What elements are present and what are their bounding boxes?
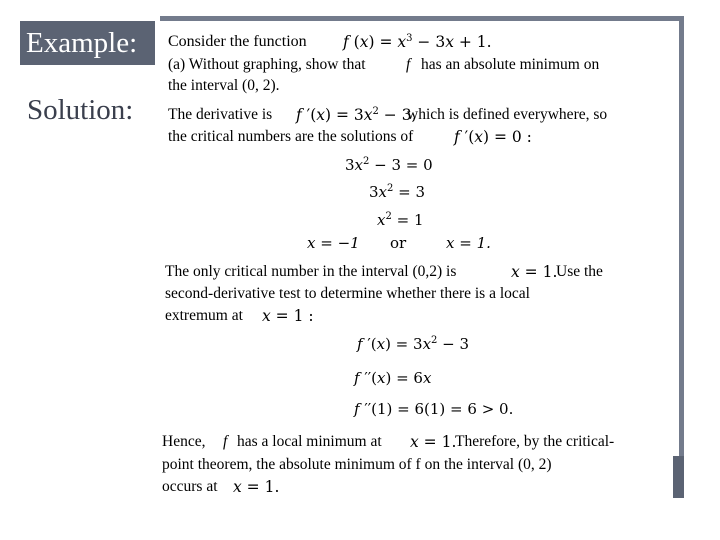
part-a-line2: the interval (0, 2). xyxy=(168,77,280,94)
crit-text-line1: The only critical number in the interval (0,2) is xyxy=(165,263,457,280)
example-label-box xyxy=(20,21,155,65)
crit-text-line2: second-derivative test to determine whether there is a local xyxy=(165,285,530,302)
second-deriv-step1: f $'(x) = 3x^2 - 3$ xyxy=(357,335,470,353)
hence-prefix: Hence, xyxy=(162,433,206,450)
equation-step3: $x^2 = 1$ xyxy=(377,211,424,229)
second-deriv-step3: f ′′(1) = 6(1) = 6 > 0. xyxy=(354,400,514,418)
part-a-line1: (a) Without graphing, show that xyxy=(168,56,366,73)
frame-top-border xyxy=(160,16,684,21)
equation-step2: $3x^2 = 3$ xyxy=(369,183,426,201)
equation-step1: $3x^2 - 3 = 0$ xyxy=(345,156,433,174)
extremum-point: x = 1 : xyxy=(262,307,314,325)
crit-value: x = 1. xyxy=(511,263,558,281)
hence-end: Therefore, by the critical- xyxy=(455,433,615,450)
derivative-expression: f $'(x) = 3x^2 - 3$, xyxy=(296,106,417,124)
hence-line2: point theorem, the absolute minimum of f on the interval (0, 2) xyxy=(162,456,552,473)
crit-text-line3: extremum at xyxy=(165,307,243,324)
local-min-point: x = 1. xyxy=(410,433,457,451)
second-deriv-step2: f ′′(x) = 6x xyxy=(354,369,432,387)
hence-line3: occurs at xyxy=(162,478,218,495)
critical-line: the critical numbers are the solutions of xyxy=(168,128,414,145)
example-intro: Consider the function xyxy=(168,33,307,50)
derivative-suffix: which is defined everywhere, so xyxy=(407,106,608,123)
frame-right-accent xyxy=(673,456,684,498)
derivative-prefix: The derivative is xyxy=(168,106,273,123)
part-a-line1-end: has an absolute minimum on xyxy=(421,56,600,73)
frame-right-border xyxy=(679,16,684,456)
critical-equation: f ′(x) = 0 : xyxy=(454,128,532,146)
equation-or: or xyxy=(390,234,407,252)
example-label: Example: xyxy=(26,27,138,59)
function-definition: f $(x) = x^3 - 3x + 1$. xyxy=(343,33,492,51)
equation-root-pos: x = 1. xyxy=(446,234,491,252)
solution-label: Solution: xyxy=(27,94,134,126)
absolute-min-point: x = 1. xyxy=(233,478,280,496)
crit-text-line1-end: Use the xyxy=(556,263,603,280)
part-a-f: f xyxy=(406,56,411,73)
hence-mid: has a local minimum at xyxy=(237,433,382,450)
equation-root-neg: x = −1 xyxy=(307,234,360,252)
hence-f: f xyxy=(223,433,228,450)
